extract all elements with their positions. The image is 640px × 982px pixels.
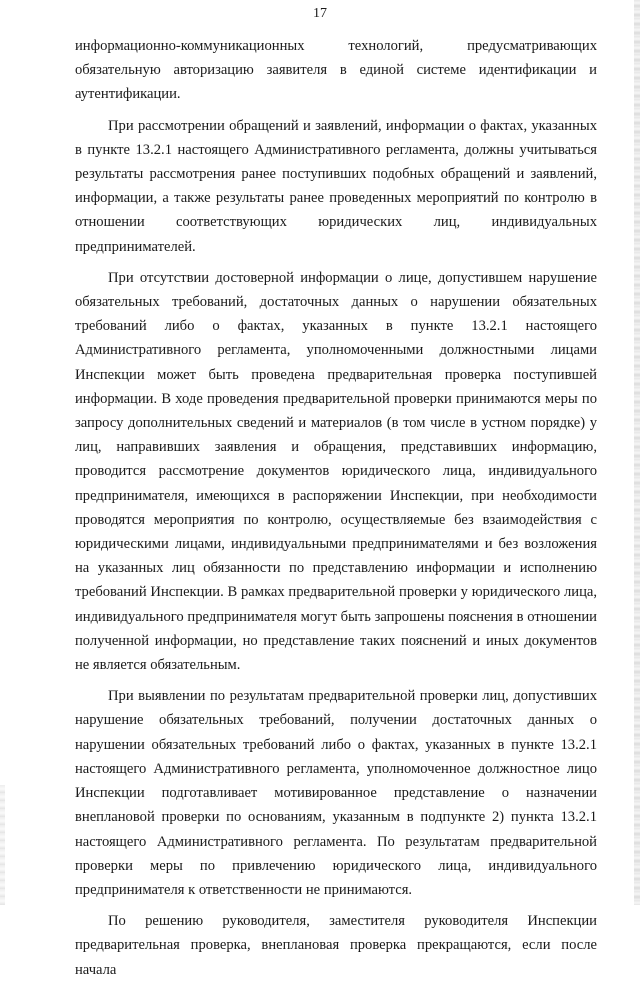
paragraph-review-consideration: При рассмотрении обращений и заявлений, информации о фактах, указанных в пункте 13.2.1 настоящего Административного регламента, должны учитываться результаты рассмотрения ранее поступивших подобных обращений и заявлений, информации, а также результаты ранее проведенных мероприятий по контролю в отношении соответствующих юридических лиц, индивидуальных предпринимателей. — [75, 117, 597, 255]
paragraph-preliminary-check: При отсутствии достоверной информации о лице, допустившем нарушение обязательных требований, достаточных данных о нарушении обязательных требований либо о фактах, указанных в пункте 13.2.1 настоящего Административного регламента, уполномоченными должностными лицами Инспекции может быть проведена предварительная проверка поступившей информации. В ходе проведения предварительной проверки принимаются меры по запросу дополнительных сведений и материалов (в том числе в устном порядке) у лиц, направивших заявления и обращения, представивших информацию, проводится рассмотрение документов юридического лица, индивидуального предпринимателя, имеющихся в распоряжении Инспекции, при необходимости проводятся мероприятия по контролю, осуществляемые без взаимодействия с юридическими лицами, индивидуальными предпринимателями и без возложения на указанных лиц обязанности по представлению информации и исполнению требований Инспекции. В рамках предварительной проверки у юридического лица, индивидуального предпринимателя могут быть запрошены пояснения в отношении полученной информации, но представление таких пояснений и иных документов не является обязательным. — [75, 269, 597, 674]
paragraph-detection-results: При выявлении по результатам предварительной проверки лиц, допустивших нарушение обязательных требований, получении достаточных данных о нарушении обязательных требований либо о фактах, указанных в пункте 13.2.1 настоящего Административного регламента, уполномоченное должностное лицо Инспекции подготавливает мотивированное представление о назначении внеплановой проверки по основаниям, указанным в подпункте 2) пункта 13.2.1 настоящего Административного регламента. По результатам предварительной проверки меры по привлечению юридического лица, индивидуального предпринимателя к ответственности не принимаются. — [75, 688, 597, 898]
scan-edge-right — [634, 0, 640, 905]
paragraph-termination-decision: По решению руководителя, заместителя руководителя Инспекции предварительная проверка, внеплановая проверка прекращаются, если после начала — [75, 913, 597, 978]
page-number: 17 — [313, 6, 327, 21]
scan-edge-left — [0, 785, 5, 905]
document-body — [75, 34, 597, 982]
paragraph-continuation: информационно-коммуникационных технологий, предусматривающих обязательную авторизацию заявителя в единой системе идентификации и аутентификации. — [75, 38, 597, 103]
